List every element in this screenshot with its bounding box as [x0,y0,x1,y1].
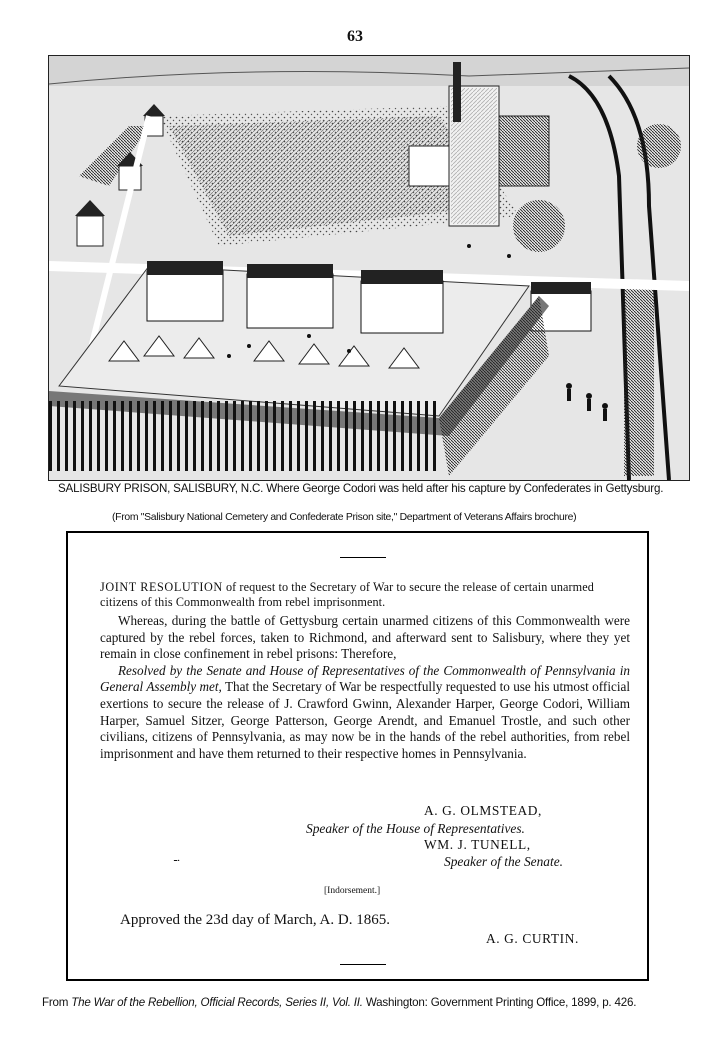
signatory-title-house: Speaker of the House of Representatives. [306,821,525,836]
bottom-rule [340,964,386,965]
resolved-paragraph [100,663,630,763]
illustration-caption: SALISBURY PRISON, SALISBURY, N.C. Where George Codori was held after his capture by Confederates in Gettysburg. [58,482,664,495]
footer-prefix: From [42,996,69,1009]
resolved-lead: Resolved by the Senate and House of Representatives of the Commonwealth of Pennsylvania in General Assembly met, [100,662,630,695]
stray-mark: ـ. [174,852,180,864]
whereas-paragraph: Whereas, during the battle of Gettysburg certain unarmed citizens of this Commonwealth were captured by the rebel forces, taken to Richmond, and afterward sent to Salisbury, where they yet remain in close confinement in rebel prisons: Therefore, [100,613,630,662]
source-footer [42,995,682,1010]
resolution-heading-lead: JOINT RESOLUTION [100,580,223,594]
footer-book-title: The War of the Rebellion, Official Records, Series II, Vol. II. [71,996,363,1009]
indorsement-label: [Indorsement.] [324,886,381,896]
signatory-name-olmstead: A. G. OLMSTEAD, [424,803,542,818]
joint-resolution-box [66,531,649,981]
resolution-heading-rest: of request to the Secretary of War to secure the release of certain unarmed citizens of this Commonwealth from rebel imprisonment. [100,580,594,609]
footer-rest: Washington: Government Printing Office, 1899, p. 426. [365,996,637,1009]
approved-date: Approved the 23d day of March, A. D. 1865. [120,912,390,928]
signatory-title-senate: Speaker of the Senate. [444,854,563,869]
prison-engraving-illustration [48,55,690,481]
prison-engraving-icon [49,56,689,480]
resolution-heading [100,580,628,610]
governor-signature: A. G. CURTIN. [486,931,579,946]
illustration-credit: (From "Salisbury National Cemetery and Confederate Prison site," Department of Veterans Affairs brochure) [112,512,577,523]
resolution-body [100,613,630,762]
page-number: 63 [347,28,363,45]
resolved-rest: That the Secretary of War be respectfully requested to use his utmost official exertions to secure the release of J. Crawford Gwinn, Alexander Harper, George Codori, William Harper, Samuel Sitzer, George Patterson, George Arendt, and Emanuel Trostle, and such other civilians, citizens of Pennsylvania, as may now be in the hands of the rebel authorities, from rebel imprisonment and have them returned to their respective homes in Pennsylvania. [100,679,631,761]
signatory-name-tunell: WM. J. TUNELL, [424,837,531,852]
top-rule [340,557,386,558]
